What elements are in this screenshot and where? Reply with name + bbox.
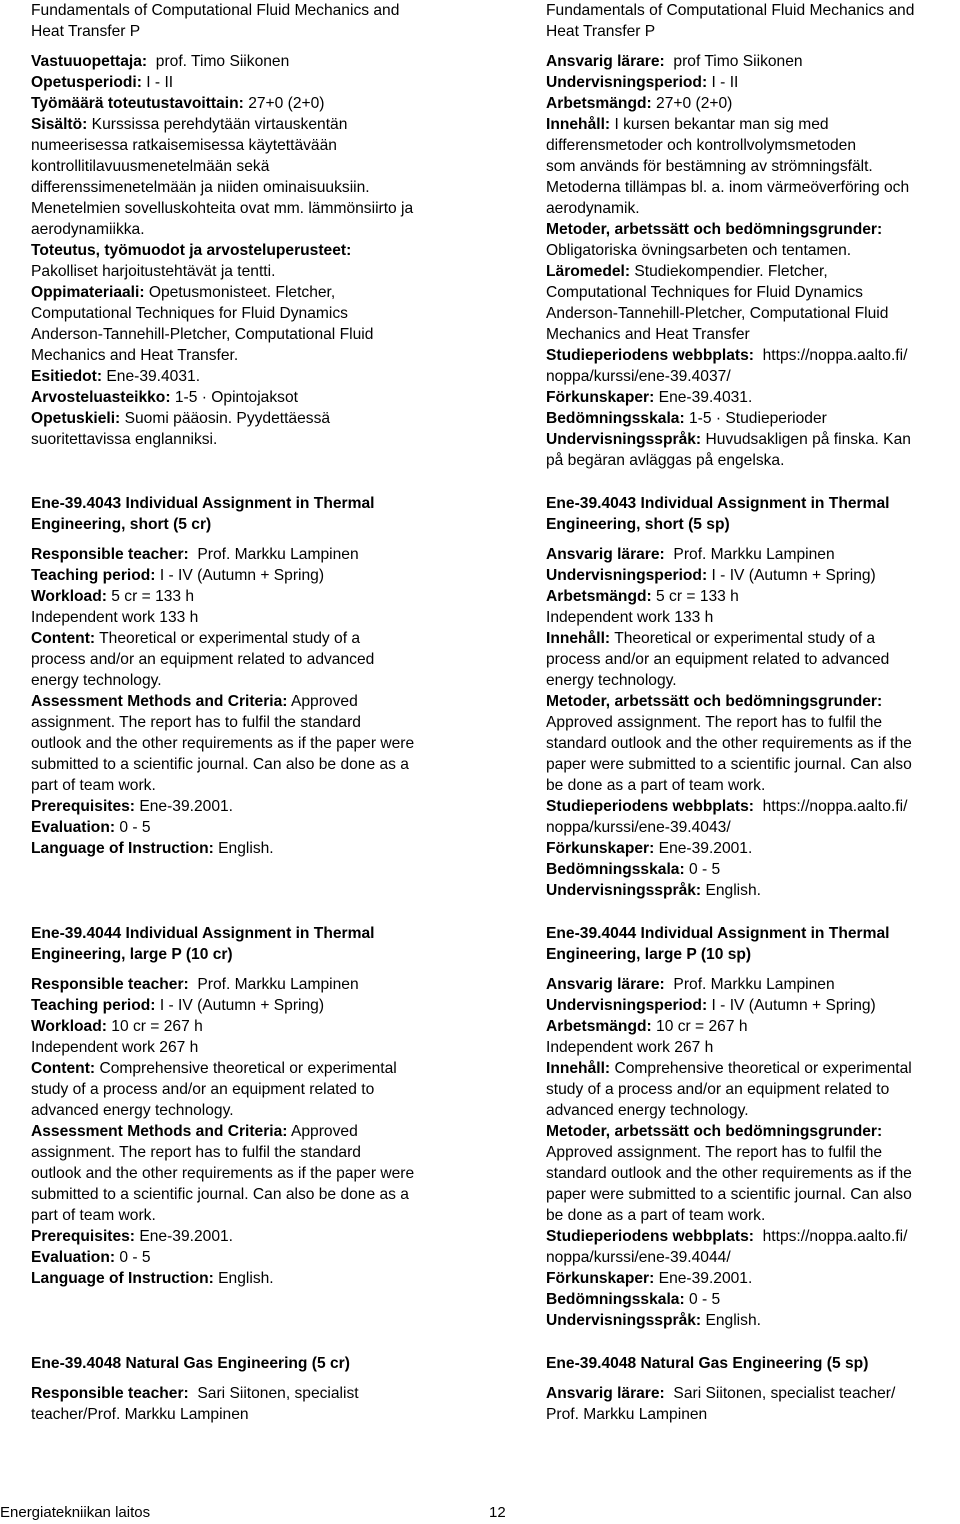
assess-text: submitted to a scientific journal. Can also be done as a <box>31 756 409 773</box>
teacher-value: Sari Siitonen, specialist <box>197 1385 359 1402</box>
course-title-line: Ene-39.4043 Individual Assignment in Thermal <box>546 495 890 512</box>
assess-text: Approved <box>290 693 358 710</box>
workload-value: 10 cr = 267 h <box>111 1018 203 1035</box>
course-4044-sv <box>546 923 960 1331</box>
content-text: differensmetoder och kontrollvolymsmetoden <box>546 137 857 154</box>
content-text: I kursen bekantar man sig med <box>614 116 829 133</box>
language-text: suoritettavissa englanniksi. <box>31 431 218 448</box>
teacher-label: Responsible teacher: <box>31 546 189 563</box>
materials-text: Computational Techniques for Fluid Dynamics <box>546 284 863 301</box>
page-number: 12 <box>489 1504 506 1521</box>
web-label: Studieperiodens webbplats: <box>546 347 754 364</box>
teacher-label: Responsible teacher: <box>31 1385 189 1402</box>
content-text: energy technology. <box>546 672 677 689</box>
course-4043-en <box>31 493 471 859</box>
course-title-line: Heat Transfer P <box>31 23 141 40</box>
assess-text: Approved <box>290 1123 358 1140</box>
teacher-value: Prof. Markku Lampinen <box>673 546 835 563</box>
course-title-line: Ene-39.4043 Individual Assignment in Thermal <box>31 495 375 512</box>
workload-value: 10 cr = 267 h <box>656 1018 748 1035</box>
teacher-label: Ansvarig lärare: <box>546 976 665 993</box>
content-label: Innehåll: <box>546 1060 611 1077</box>
assess-text: outlook and the other requirements as if the paper were <box>31 735 415 752</box>
teacher-label: Responsible teacher: <box>31 976 189 993</box>
course-title-line: Engineering, short (5 sp) <box>546 516 730 533</box>
assess-text: be done as a part of team work. <box>546 777 766 794</box>
eval-value: 0 - 5 <box>119 1249 151 1266</box>
content-text: advanced energy technology. <box>31 1102 234 1119</box>
lang-label: Language of Instruction: <box>31 840 214 857</box>
teacher-value: teacher/Prof. Markku Lampinen <box>31 1406 249 1423</box>
teacher-value: prof Timo Siikonen <box>673 53 803 70</box>
assess-text: paper were submitted to a scientific journal. Can also <box>546 1186 912 1203</box>
course-title-line: Engineering, large P (10 cr) <box>31 946 233 963</box>
grading-value: 1-5 · Opintojaksot <box>174 389 298 406</box>
content-text: kontrollitilavuusmenetelmään sekä <box>31 158 270 175</box>
eval-value: 0 - 5 <box>119 819 151 836</box>
assess-text: standard outlook and the other requirements as if the <box>546 735 912 752</box>
eval-label: Bedömningsskala: <box>546 861 685 878</box>
web-link[interactable]: noppa/kurssi/ene-39.4037/ <box>546 368 731 385</box>
footer-department: Energiatekniikan laitos <box>0 1504 151 1521</box>
prereq-label: Esitiedot: <box>31 368 103 385</box>
teacher-value: Sari Siitonen, specialist teacher/ <box>673 1385 896 1402</box>
assess-text: assignment. The report has to fulfil the standard <box>31 1144 361 1161</box>
materials-text: Computational Techniques for Fluid Dynamics <box>31 305 348 322</box>
content-text: process and/or an equipment related to advanced <box>546 651 890 668</box>
assess-label: Metoder, arbetssätt och bedömningsgrunder: <box>546 693 883 710</box>
workload-label: Arbetsmängd: <box>546 1018 652 1035</box>
course-intro-fi <box>31 0 471 450</box>
language-text: Suomi pääosin. Pyydettäessä <box>124 410 331 427</box>
workload-extra: Independent work 133 h <box>546 609 714 626</box>
content-text: Comprehensive theoretical or experimental <box>614 1060 912 1077</box>
course-title-line: Heat Transfer P <box>546 23 656 40</box>
assess-text: outlook and the other requirements as if the paper were <box>31 1165 415 1182</box>
period-value: I - IV (Autumn + Spring) <box>711 567 876 584</box>
web-link[interactable]: noppa/kurssi/ene-39.4044/ <box>546 1249 731 1266</box>
grading-label: Bedömningsskala: <box>546 410 685 427</box>
content-text: numeerisessa ratkaisemisessa käytettävään <box>31 137 337 154</box>
grading-value: 1-5 · Studieperioder <box>689 410 827 427</box>
period-value: I - IV (Autumn + Spring) <box>159 567 325 584</box>
materials-label: Oppimateriaali: <box>31 284 145 301</box>
prereq-value: Ene-39.4031. <box>658 389 753 406</box>
course-title-line: Engineering, large P (10 sp) <box>546 946 752 963</box>
course-intro-sv <box>546 0 960 471</box>
teacher-label: Ansvarig lärare: <box>546 1385 665 1402</box>
content-text: Kurssissa perehdytään virtauskentän <box>91 116 348 133</box>
methods-label: Toteutus, työmuodot ja arvosteluperusteet: <box>31 242 352 259</box>
web-link[interactable]: https://noppa.aalto.fi/ <box>762 347 908 364</box>
prereq-label: Förkunskaper: <box>546 389 655 406</box>
lang-value: English. <box>705 1312 761 1329</box>
period-value: I - II <box>146 74 174 91</box>
course-4048-en <box>31 1353 471 1425</box>
workload-label: Workload: <box>31 588 107 605</box>
teacher-label: Ansvarig lärare: <box>546 53 665 70</box>
methods-value: Obligatoriska övningsarbeten och tentamen. <box>546 242 852 259</box>
course-title-line: Ene-39.4048 Natural Gas Engineering (5 sp) <box>546 1355 869 1372</box>
materials-label: Läromedel: <box>546 263 631 280</box>
assess-text: be done as a part of team work. <box>546 1207 766 1224</box>
language-text: på begäran avläggas på engelska. <box>546 452 785 469</box>
workload-label: Työmäärä toteutustavoittain: <box>31 95 244 112</box>
course-4048-sv <box>546 1353 960 1425</box>
lang-value: English. <box>705 882 761 899</box>
course-title-line: Fundamentals of Computational Fluid Mechanics and <box>31 2 400 19</box>
prereq-value: Ene-39.4031. <box>106 368 201 385</box>
content-text: advanced energy technology. <box>546 1102 749 1119</box>
workload-extra: Independent work 133 h <box>31 609 199 626</box>
teacher-label: Ansvarig lärare: <box>546 546 665 563</box>
materials-text: Anderson-Tannehill-Pletcher, Computational Fluid <box>31 326 374 343</box>
materials-text: Mechanics and Heat Transfer. <box>31 347 239 364</box>
prereq-value: Ene-39.2001. <box>139 1228 233 1245</box>
teacher-label: Vastuuopettaja: <box>31 53 148 70</box>
materials-text: Mechanics and Heat Transfer <box>546 326 750 343</box>
course-title-line: Ene-39.4044 Individual Assignment in Thermal <box>31 925 375 942</box>
period-label: Undervisningsperiod: <box>546 997 708 1014</box>
eval-value: 0 - 5 <box>689 861 721 878</box>
course-title-line: Engineering, short (5 cr) <box>31 516 212 533</box>
content-text: study of a process and/or an equipment related to <box>546 1081 890 1098</box>
content-text: Theoretical or experimental study of a <box>614 630 876 647</box>
grading-label: Arvosteluasteikko: <box>31 389 171 406</box>
assess-text: submitted to a scientific journal. Can also be done as a <box>31 1186 409 1203</box>
materials-text: Anderson-Tannehill-Pletcher, Computational Fluid <box>546 305 889 322</box>
prereq-label: Förkunskaper: <box>546 840 655 857</box>
content-label: Innehåll: <box>546 630 611 647</box>
period-value: I - II <box>711 74 739 91</box>
content-text: Theoretical or experimental study of a <box>99 630 361 647</box>
content-text: energy technology. <box>31 672 162 689</box>
content-text: Comprehensive theoretical or experimental <box>99 1060 397 1077</box>
teacher-value: prof. Timo Siikonen <box>155 53 290 70</box>
period-label: Opetusperiodi: <box>31 74 142 91</box>
content-label: Sisältö: <box>31 116 88 133</box>
content-label: Content: <box>31 630 96 647</box>
workload-value: 27+0 (2+0) <box>656 95 733 112</box>
course-title-line: Fundamentals of Computational Fluid Mechanics and <box>546 2 915 19</box>
prereq-value: Ene-39.2001. <box>658 1270 753 1287</box>
content-text: aerodynamik. <box>546 200 640 217</box>
period-value: I - IV (Autumn + Spring) <box>159 997 325 1014</box>
workload-extra: Independent work 267 h <box>546 1039 714 1056</box>
lang-label: Undervisningsspråk: <box>546 1312 702 1329</box>
web-label: Studieperiodens webbplats: <box>546 798 754 815</box>
content-label: Innehåll: <box>546 116 611 133</box>
workload-value: 5 cr = 133 h <box>111 588 195 605</box>
eval-value: 0 - 5 <box>689 1291 721 1308</box>
workload-value: 5 cr = 133 h <box>656 588 739 605</box>
materials-text: Opetusmonisteet. Fletcher, <box>148 284 336 301</box>
workload-value: 27+0 (2+0) <box>248 95 325 112</box>
language-text: Huvudsakligen på finska. Kan <box>705 431 911 448</box>
course-4044-en <box>31 923 471 1289</box>
assess-text: assignment. The report has to fulfil the standard <box>31 714 361 731</box>
assess-text: paper were submitted to a scientific journal. Can also <box>546 756 912 773</box>
period-label: Undervisningsperiod: <box>546 567 708 584</box>
content-text: process and/or an equipment related to advanced <box>31 651 375 668</box>
period-value: I - IV (Autumn + Spring) <box>711 997 876 1014</box>
assess-label: Assessment Methods and Criteria: <box>31 693 288 710</box>
period-label: Teaching period: <box>31 567 156 584</box>
teacher-value: Prof. Markku Lampinen <box>197 976 359 993</box>
prereq-label: Prerequisites: <box>31 1228 136 1245</box>
workload-label: Arbetsmängd: <box>546 95 652 112</box>
prereq-value: Ene-39.2001. <box>139 798 233 815</box>
prereq-value: Ene-39.2001. <box>658 840 753 857</box>
web-label: Studieperiodens webbplats: <box>546 1228 754 1245</box>
eval-label: Evaluation: <box>31 1249 116 1266</box>
assess-text: part of team work. <box>31 777 156 794</box>
language-label: Undervisningsspråk: <box>546 431 702 448</box>
assess-text: Approved assignment. The report has to fulfil the <box>546 714 883 731</box>
teacher-value: Prof. Markku Lampinen <box>546 1406 708 1423</box>
web-link[interactable]: noppa/kurssi/ene-39.4043/ <box>546 819 731 836</box>
period-label: Undervisningsperiod: <box>546 74 708 91</box>
workload-label: Arbetsmängd: <box>546 588 652 605</box>
teacher-value: Prof. Markku Lampinen <box>673 976 835 993</box>
workload-extra: Independent work 267 h <box>31 1039 199 1056</box>
eval-label: Evaluation: <box>31 819 116 836</box>
lang-label: Undervisningsspråk: <box>546 882 702 899</box>
prereq-label: Förkunskaper: <box>546 1270 655 1287</box>
assess-text: part of team work. <box>31 1207 156 1224</box>
period-label: Teaching period: <box>31 997 156 1014</box>
course-title-line: Ene-39.4048 Natural Gas Engineering (5 cr) <box>31 1355 350 1372</box>
course-4043-sv <box>546 493 960 901</box>
assess-label: Metoder, arbetssätt och bedömningsgrunder: <box>546 1123 883 1140</box>
methods-value: Pakolliset harjoitustehtävät ja tentti. <box>31 263 276 280</box>
content-label: Content: <box>31 1060 96 1077</box>
content-text: Menetelmien sovelluskohteita ovat mm. lämmönsiirto ja <box>31 200 414 217</box>
teacher-value: Prof. Markku Lampinen <box>197 546 359 563</box>
content-text: som används för bestämning av strömningsfält. <box>546 158 873 175</box>
content-text: aerodynamiikka. <box>31 221 145 238</box>
lang-value: English. <box>218 1270 274 1287</box>
eval-label: Bedömningsskala: <box>546 1291 685 1308</box>
course-title-line: Ene-39.4044 Individual Assignment in Thermal <box>546 925 890 942</box>
content-text: study of a process and/or an equipment related to <box>31 1081 375 1098</box>
lang-label: Language of Instruction: <box>31 1270 214 1287</box>
web-link[interactable]: https://noppa.aalto.fi/ <box>762 798 908 815</box>
lang-value: English. <box>218 840 274 857</box>
methods-label: Metoder, arbetssätt och bedömningsgrunder: <box>546 221 883 238</box>
prereq-label: Prerequisites: <box>31 798 136 815</box>
web-link[interactable]: https://noppa.aalto.fi/ <box>762 1228 908 1245</box>
assess-label: Assessment Methods and Criteria: <box>31 1123 288 1140</box>
materials-text: Studiekompendier. Fletcher, <box>634 263 828 280</box>
workload-label: Workload: <box>31 1018 107 1035</box>
assess-text: standard outlook and the other requirements as if the <box>546 1165 912 1182</box>
content-text: Metoderna tillämpas bl. a. inom värmeöverföring och <box>546 179 910 196</box>
content-text: differenssimenetelmään ja niiden ominaisuuksiin. <box>31 179 370 196</box>
assess-text: Approved assignment. The report has to fulfil the <box>546 1144 883 1161</box>
language-label: Opetuskieli: <box>31 410 121 427</box>
